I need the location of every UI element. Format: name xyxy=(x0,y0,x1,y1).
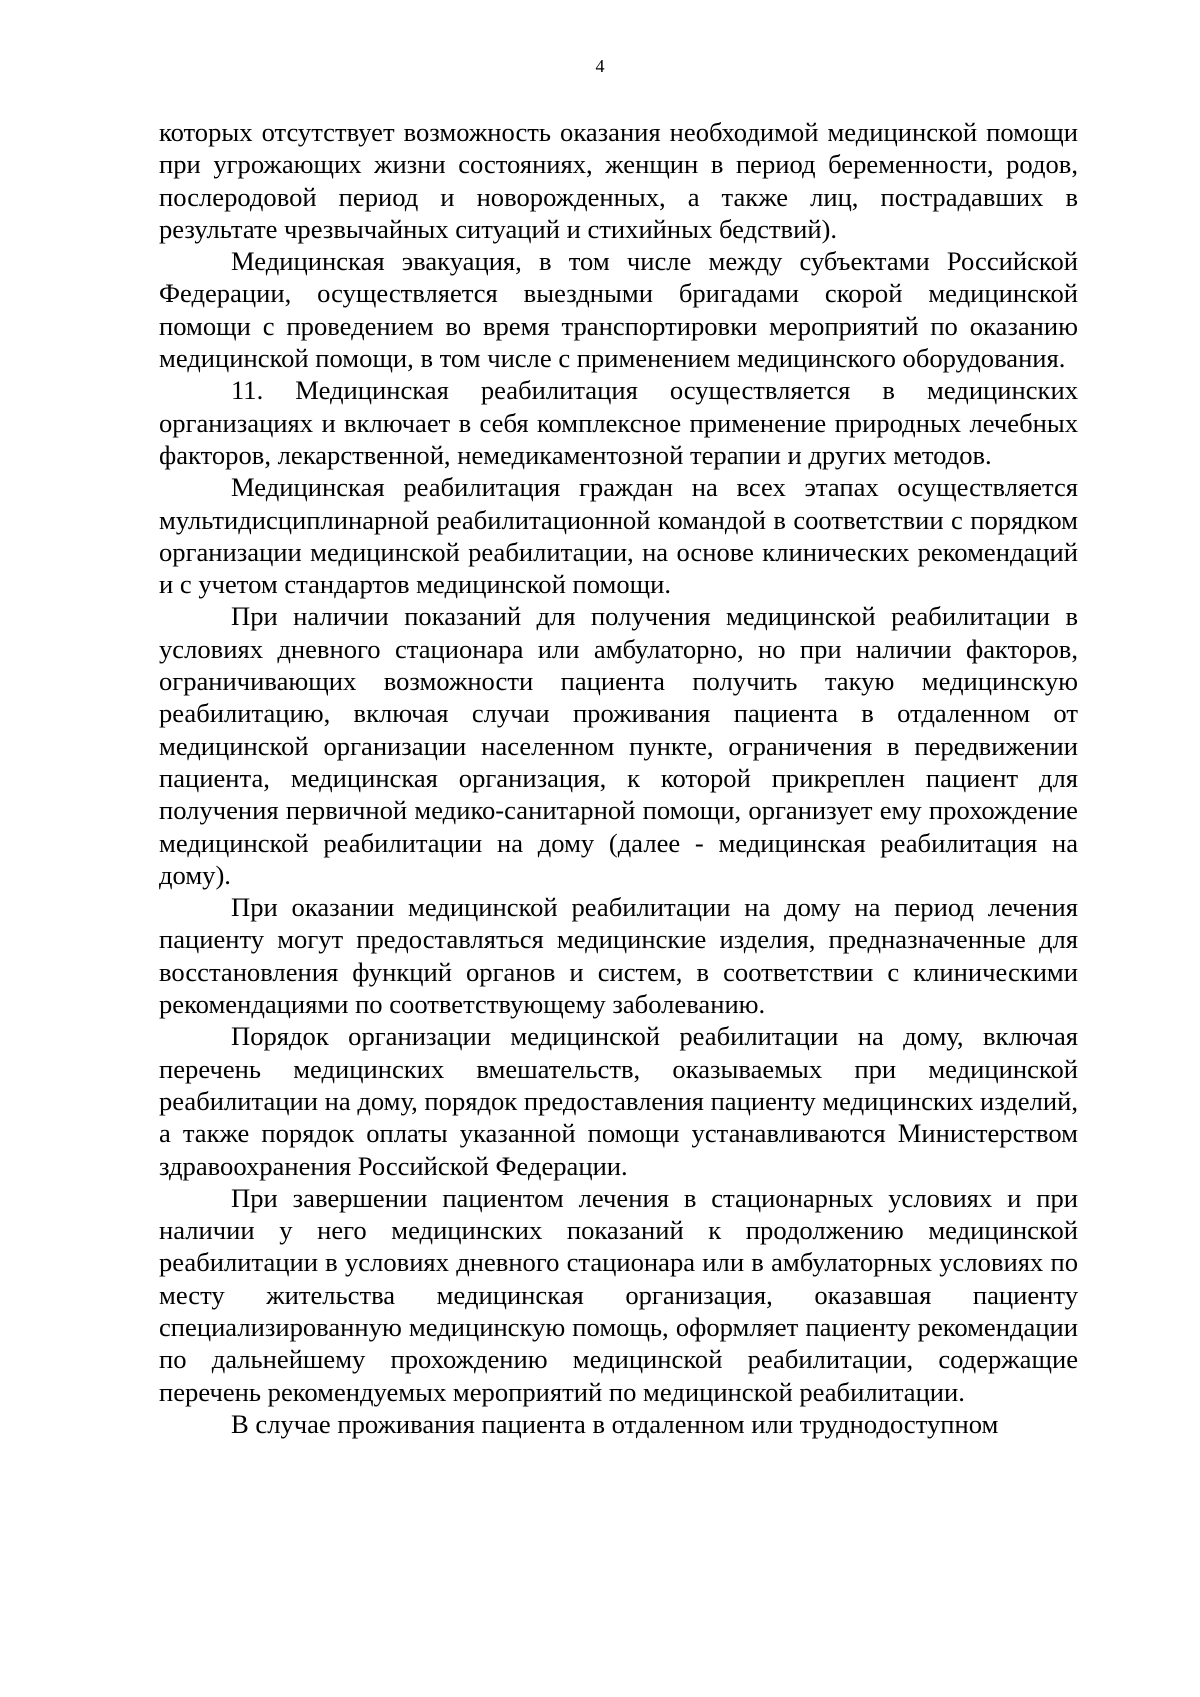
body-paragraph: При завершении пациентом лечения в стационарных условиях и при наличии у него медицинских показаний к продолжению медицинской реабилитации в условиях дневного стационара или в амбулаторных условиях по месту жительства медицинская организация, оказавшая пациенту специализированную медицинскую помощь, оформляет пациенту рекомендации по дальнейшему прохождению медицинской реабилитации, содержащие перечень рекомендуемых мероприятий по медицинской реабилитации. xyxy=(159,1182,1078,1407)
body-paragraph: которых отсутствует возможность оказания необходимой медицинской помощи при угрожающих жизни состояниях, женщин в период беременности, родов, послеродовой период и новорожденных, а также лиц, пострадавших в результате чрезвычайных ситуаций и стихийных бедствий). xyxy=(159,117,1078,244)
body-paragraph: Медицинская эвакуация, в том числе между субъектами Российской Федерации, осуществляется выездными бригадами скорой медицинской помощи с проведением во время транспортировки мероприятий по оказанию медицинской помощи, в том числе с применением медицинского оборудования. xyxy=(159,246,1078,374)
body-paragraph: При оказании медицинской реабилитации на дому на период лечения пациенту могут предоставляться медицинские изделия, предназначенные для восстановления функций органов и систем, в соответствии с клиническими рекомендациями по соответствующему заболеванию. xyxy=(159,892,1078,1020)
body-paragraph: 11. Медицинская реабилитация осуществляется в медицинских организациях и включает в себя комплексное применение природных лечебных факторов, лекарственной, немедикаментозной терапии и других методов. xyxy=(159,375,1078,470)
document-body xyxy=(159,116,1078,1440)
body-paragraph: Порядок организации медицинской реабилитации на дому, включая перечень медицинских вмешательств, оказываемых при медицинской реабилитации на дому, порядок предоставления пациенту медицинских изделий, а также порядок оплаты указанной помощи устанавливаются Министерством здравоохранения Российской Федерации. xyxy=(159,1021,1078,1181)
body-paragraph: При наличии показаний для получения медицинской реабилитации в условиях дневного стационара или амбулаторно, но при наличии факторов, ограничивающих возможности пациента получить такую медицинскую реабилитацию, включая случаи проживания пациента в отдаленном от медицинской организации населенном пункте, ограничения в передвижении пациента, медицинская организация, к которой прикреплен пациент для получения первичной медико-санитарной помощи, организует ему прохождение медицинской реабилитации на дому (далее - медицинская реабилитация на дому). xyxy=(159,601,1078,890)
body-paragraph: В случае проживания пациента в отдаленном или труднодоступном xyxy=(231,1408,999,1439)
page-number: 4 xyxy=(595,56,605,76)
body-paragraph: Медицинская реабилитация граждан на всех этапах осуществляется мультидисциплинарной реабилитационной командой в соответствии с порядком организации медицинской реабилитации, на основе клинических рекомендаций и с учетом стандартов медицинской помощи. xyxy=(159,472,1078,600)
